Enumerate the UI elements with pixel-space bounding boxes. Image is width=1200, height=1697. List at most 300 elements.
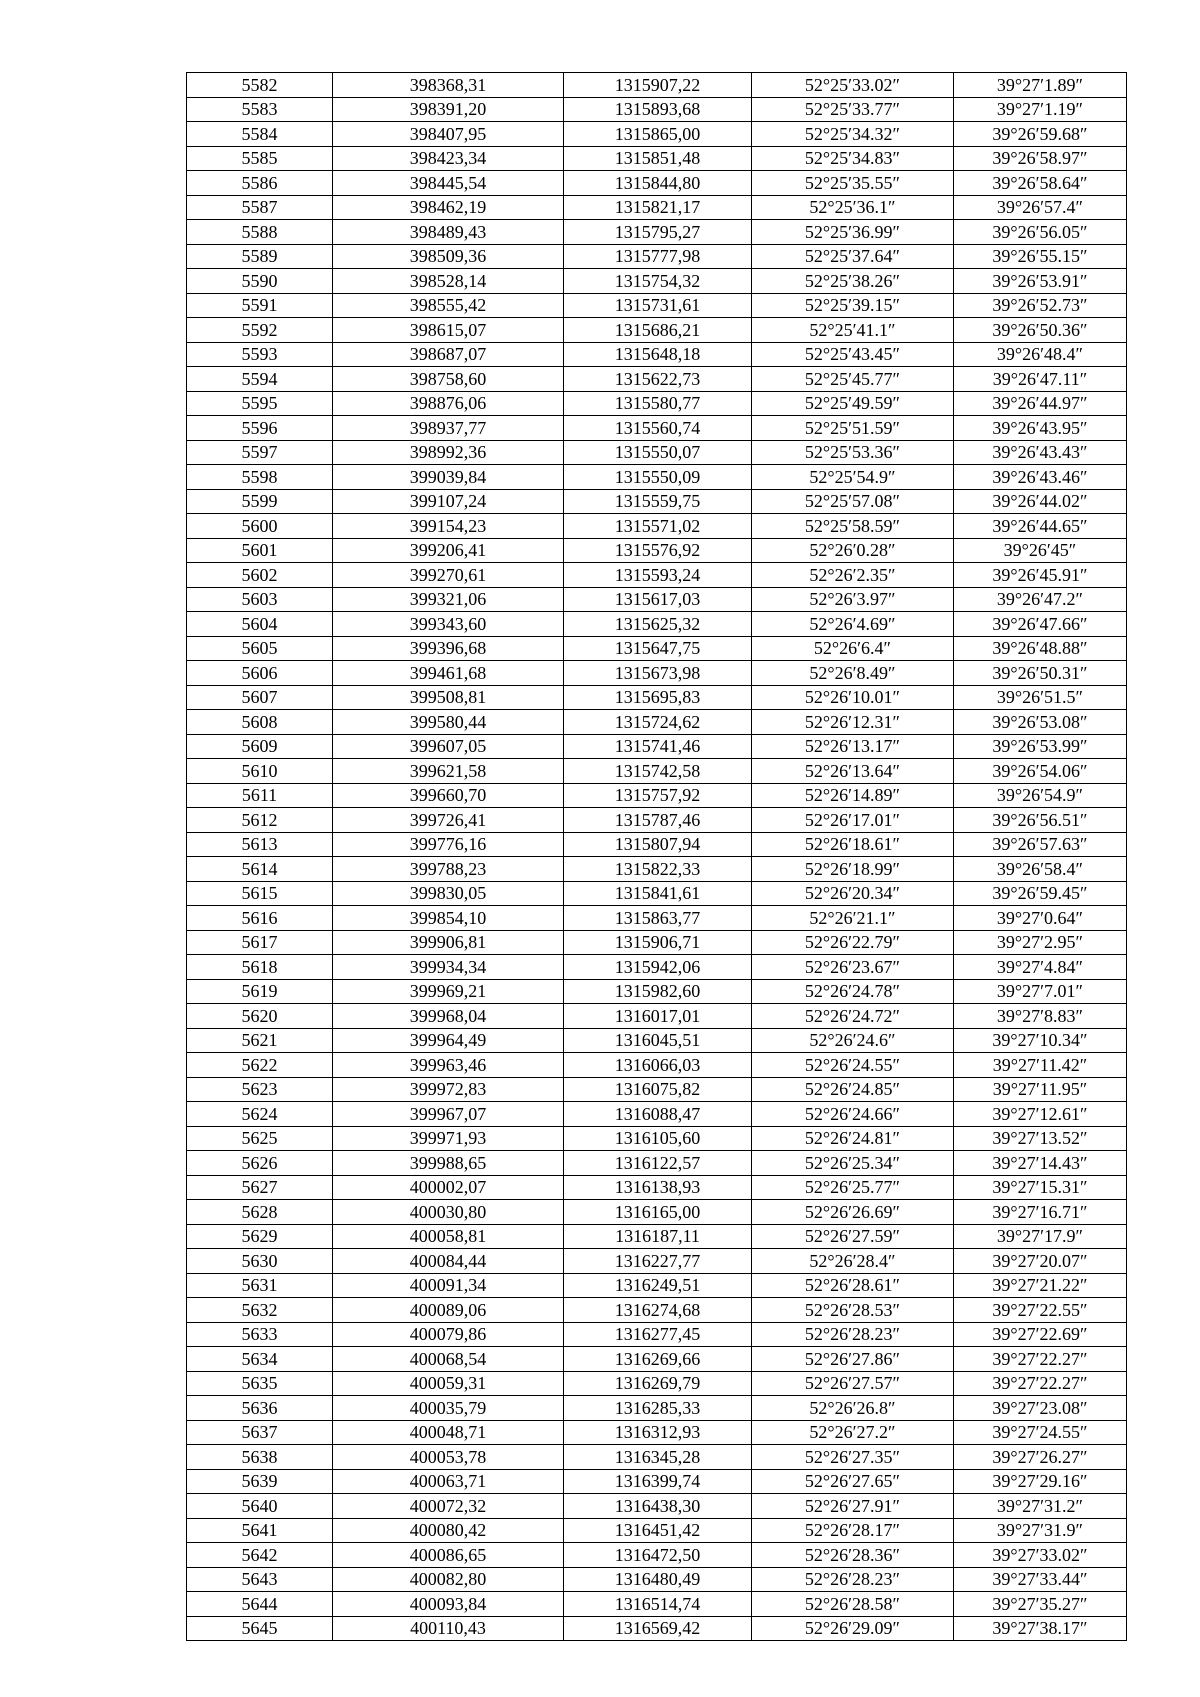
latitude-cell: 52°25′43.45″ (752, 342, 954, 367)
point-number-cell: 5631 (187, 1273, 333, 1298)
y-coordinate-cell: 1315841,61 (564, 881, 752, 906)
longitude-cell: 39°27′23.08″ (954, 1396, 1127, 1421)
latitude-cell: 52°26′27.2″ (752, 1420, 954, 1445)
longitude-cell: 39°26′45″ (954, 538, 1127, 563)
y-coordinate-cell: 1315863,77 (564, 906, 752, 931)
table-row (187, 808, 1127, 833)
y-coordinate-cell: 1316017,01 (564, 1004, 752, 1029)
latitude-cell: 52°25′33.77″ (752, 97, 954, 122)
latitude-cell: 52°26′10.01″ (752, 685, 954, 710)
y-coordinate-cell: 1316274,68 (564, 1298, 752, 1323)
x-coordinate-cell: 400091,34 (333, 1273, 564, 1298)
longitude-cell: 39°27′22.55″ (954, 1298, 1127, 1323)
longitude-cell: 39°26′54.9″ (954, 783, 1127, 808)
x-coordinate-cell: 399776,16 (333, 832, 564, 857)
point-number-cell: 5592 (187, 318, 333, 343)
y-coordinate-cell: 1315559,75 (564, 489, 752, 514)
point-number-cell: 5643 (187, 1567, 333, 1592)
point-number-cell: 5636 (187, 1396, 333, 1421)
latitude-cell: 52°26′17.01″ (752, 808, 954, 833)
longitude-cell: 39°27′24.55″ (954, 1420, 1127, 1445)
y-coordinate-cell: 1316105,60 (564, 1126, 752, 1151)
longitude-cell: 39°27′33.02″ (954, 1543, 1127, 1568)
y-coordinate-cell: 1315571,02 (564, 514, 752, 539)
latitude-cell: 52°26′4.69″ (752, 612, 954, 637)
point-number-cell: 5617 (187, 930, 333, 955)
longitude-cell: 39°26′58.97″ (954, 146, 1127, 171)
longitude-cell: 39°26′50.36″ (954, 318, 1127, 343)
x-coordinate-cell: 399967,07 (333, 1102, 564, 1127)
y-coordinate-cell: 1315550,07 (564, 440, 752, 465)
longitude-cell: 39°26′47.11″ (954, 367, 1127, 392)
x-coordinate-cell: 399969,21 (333, 979, 564, 1004)
latitude-cell: 52°26′28.58″ (752, 1592, 954, 1617)
table-row (187, 489, 1127, 514)
x-coordinate-cell: 398368,31 (333, 73, 564, 98)
longitude-cell: 39°27′12.61″ (954, 1102, 1127, 1127)
point-number-cell: 5627 (187, 1175, 333, 1200)
longitude-cell: 39°26′51.5″ (954, 685, 1127, 710)
longitude-cell: 39°27′1.19″ (954, 97, 1127, 122)
point-number-cell: 5638 (187, 1445, 333, 1470)
x-coordinate-cell: 399039,84 (333, 465, 564, 490)
table-row (187, 514, 1127, 539)
table-row (187, 1396, 1127, 1421)
x-coordinate-cell: 398407,95 (333, 122, 564, 147)
y-coordinate-cell: 1315576,92 (564, 538, 752, 563)
x-coordinate-cell: 399343,60 (333, 612, 564, 637)
latitude-cell: 52°26′24.81″ (752, 1126, 954, 1151)
y-coordinate-cell: 1316438,30 (564, 1494, 752, 1519)
y-coordinate-cell: 1315777,98 (564, 244, 752, 269)
y-coordinate-cell: 1316569,42 (564, 1616, 752, 1641)
x-coordinate-cell: 399968,04 (333, 1004, 564, 1029)
table-row (187, 563, 1127, 588)
latitude-cell: 52°25′36.1″ (752, 195, 954, 220)
y-coordinate-cell: 1315982,60 (564, 979, 752, 1004)
longitude-cell: 39°27′22.27″ (954, 1347, 1127, 1372)
longitude-cell: 39°27′29.16″ (954, 1469, 1127, 1494)
point-number-cell: 5629 (187, 1224, 333, 1249)
longitude-cell: 39°27′10.34″ (954, 1028, 1127, 1053)
table-row (187, 783, 1127, 808)
table-row (187, 1028, 1127, 1053)
x-coordinate-cell: 399508,81 (333, 685, 564, 710)
longitude-cell: 39°26′43.95″ (954, 416, 1127, 441)
point-number-cell: 5593 (187, 342, 333, 367)
point-number-cell: 5619 (187, 979, 333, 1004)
latitude-cell: 52°25′36.99″ (752, 220, 954, 245)
point-number-cell: 5624 (187, 1102, 333, 1127)
x-coordinate-cell: 398423,34 (333, 146, 564, 171)
latitude-cell: 52°26′27.86″ (752, 1347, 954, 1372)
table-row (187, 318, 1127, 343)
longitude-cell: 39°27′20.07″ (954, 1249, 1127, 1274)
table-row (187, 97, 1127, 122)
x-coordinate-cell: 400093,84 (333, 1592, 564, 1617)
x-coordinate-cell: 399580,44 (333, 710, 564, 735)
latitude-cell: 52°26′27.57″ (752, 1371, 954, 1396)
y-coordinate-cell: 1315560,74 (564, 416, 752, 441)
y-coordinate-cell: 1316165,00 (564, 1200, 752, 1225)
table-row (187, 1347, 1127, 1372)
table-row (187, 220, 1127, 245)
longitude-cell: 39°26′59.68″ (954, 122, 1127, 147)
x-coordinate-cell: 398555,42 (333, 293, 564, 318)
x-coordinate-cell: 400068,54 (333, 1347, 564, 1372)
point-number-cell: 5602 (187, 563, 333, 588)
x-coordinate-cell: 400089,06 (333, 1298, 564, 1323)
point-number-cell: 5590 (187, 269, 333, 294)
latitude-cell: 52°26′21.1″ (752, 906, 954, 931)
x-coordinate-cell: 400072,32 (333, 1494, 564, 1519)
x-coordinate-cell: 399971,93 (333, 1126, 564, 1151)
x-coordinate-cell: 400002,07 (333, 1175, 564, 1200)
x-coordinate-cell: 399270,61 (333, 563, 564, 588)
point-number-cell: 5641 (187, 1518, 333, 1543)
point-number-cell: 5607 (187, 685, 333, 710)
longitude-cell: 39°27′16.71″ (954, 1200, 1127, 1225)
point-number-cell: 5609 (187, 734, 333, 759)
point-number-cell: 5628 (187, 1200, 333, 1225)
longitude-cell: 39°26′54.06″ (954, 759, 1127, 784)
latitude-cell: 52°25′57.08″ (752, 489, 954, 514)
x-coordinate-cell: 399830,05 (333, 881, 564, 906)
latitude-cell: 52°26′24.78″ (752, 979, 954, 1004)
y-coordinate-cell: 1316269,66 (564, 1347, 752, 1372)
point-number-cell: 5587 (187, 195, 333, 220)
latitude-cell: 52°26′29.09″ (752, 1616, 954, 1641)
longitude-cell: 39°26′43.46″ (954, 465, 1127, 490)
table-row (187, 1224, 1127, 1249)
y-coordinate-cell: 1316312,93 (564, 1420, 752, 1445)
latitude-cell: 52°25′34.83″ (752, 146, 954, 171)
x-coordinate-cell: 398489,43 (333, 220, 564, 245)
latitude-cell: 52°26′8.49″ (752, 661, 954, 686)
x-coordinate-cell: 399321,06 (333, 587, 564, 612)
table-row (187, 1445, 1127, 1470)
table-row (187, 416, 1127, 441)
point-number-cell: 5596 (187, 416, 333, 441)
x-coordinate-cell: 398937,77 (333, 416, 564, 441)
y-coordinate-cell: 1315754,32 (564, 269, 752, 294)
longitude-cell: 39°27′14.43″ (954, 1151, 1127, 1176)
x-coordinate-cell: 398615,07 (333, 318, 564, 343)
longitude-cell: 39°26′56.51″ (954, 808, 1127, 833)
table-row (187, 759, 1127, 784)
latitude-cell: 52°26′27.35″ (752, 1445, 954, 1470)
x-coordinate-cell: 400086,65 (333, 1543, 564, 1568)
latitude-cell: 52°26′26.69″ (752, 1200, 954, 1225)
table-row (187, 342, 1127, 367)
point-number-cell: 5644 (187, 1592, 333, 1617)
y-coordinate-cell: 1315741,46 (564, 734, 752, 759)
y-coordinate-cell: 1316451,42 (564, 1518, 752, 1543)
latitude-cell: 52°25′58.59″ (752, 514, 954, 539)
point-number-cell: 5614 (187, 857, 333, 882)
table-row (187, 538, 1127, 563)
y-coordinate-cell: 1316399,74 (564, 1469, 752, 1494)
x-coordinate-cell: 399660,70 (333, 783, 564, 808)
x-coordinate-cell: 399972,83 (333, 1077, 564, 1102)
table-row (187, 636, 1127, 661)
table-row (187, 955, 1127, 980)
y-coordinate-cell: 1316285,33 (564, 1396, 752, 1421)
x-coordinate-cell: 400058,81 (333, 1224, 564, 1249)
table-row (187, 1053, 1127, 1078)
table-row (187, 930, 1127, 955)
longitude-cell: 39°26′59.45″ (954, 881, 1127, 906)
y-coordinate-cell: 1315787,46 (564, 808, 752, 833)
y-coordinate-cell: 1315731,61 (564, 293, 752, 318)
latitude-cell: 52°26′22.79″ (752, 930, 954, 955)
point-number-cell: 5633 (187, 1322, 333, 1347)
longitude-cell: 39°27′7.01″ (954, 979, 1127, 1004)
x-coordinate-cell: 398509,36 (333, 244, 564, 269)
point-number-cell: 5616 (187, 906, 333, 931)
x-coordinate-cell: 400053,78 (333, 1445, 564, 1470)
table-row (187, 587, 1127, 612)
longitude-cell: 39°27′35.27″ (954, 1592, 1127, 1617)
table-row (187, 269, 1127, 294)
y-coordinate-cell: 1315822,33 (564, 857, 752, 882)
latitude-cell: 52°25′45.77″ (752, 367, 954, 392)
longitude-cell: 39°27′11.95″ (954, 1077, 1127, 1102)
latitude-cell: 52°26′24.66″ (752, 1102, 954, 1127)
longitude-cell: 39°26′55.15″ (954, 244, 1127, 269)
y-coordinate-cell: 1316514,74 (564, 1592, 752, 1617)
longitude-cell: 39°26′50.31″ (954, 661, 1127, 686)
table-row (187, 1543, 1127, 1568)
point-number-cell: 5621 (187, 1028, 333, 1053)
longitude-cell: 39°27′15.31″ (954, 1175, 1127, 1200)
longitude-cell: 39°26′58.64″ (954, 171, 1127, 196)
longitude-cell: 39°27′22.27″ (954, 1371, 1127, 1396)
table-row (187, 1175, 1127, 1200)
longitude-cell: 39°26′45.91″ (954, 563, 1127, 588)
point-number-cell: 5637 (187, 1420, 333, 1445)
coordinates-table (186, 72, 1127, 1641)
y-coordinate-cell: 1315580,77 (564, 391, 752, 416)
latitude-cell: 52°26′28.23″ (752, 1567, 954, 1592)
table-row (187, 465, 1127, 490)
x-coordinate-cell: 400084,44 (333, 1249, 564, 1274)
x-coordinate-cell: 399461,68 (333, 661, 564, 686)
x-coordinate-cell: 398445,54 (333, 171, 564, 196)
x-coordinate-cell: 398391,20 (333, 97, 564, 122)
table-row (187, 1200, 1127, 1225)
y-coordinate-cell: 1315648,18 (564, 342, 752, 367)
table-row (187, 122, 1127, 147)
y-coordinate-cell: 1315724,62 (564, 710, 752, 735)
longitude-cell: 39°27′33.44″ (954, 1567, 1127, 1592)
table-row (187, 1592, 1127, 1617)
point-number-cell: 5608 (187, 710, 333, 735)
latitude-cell: 52°26′28.23″ (752, 1322, 954, 1347)
point-number-cell: 5584 (187, 122, 333, 147)
x-coordinate-cell: 399396,68 (333, 636, 564, 661)
x-coordinate-cell: 399988,65 (333, 1151, 564, 1176)
longitude-cell: 39°27′1.89″ (954, 73, 1127, 98)
latitude-cell: 52°26′28.4″ (752, 1249, 954, 1274)
point-number-cell: 5591 (187, 293, 333, 318)
longitude-cell: 39°27′4.84″ (954, 955, 1127, 980)
point-number-cell: 5632 (187, 1298, 333, 1323)
table-row (187, 1469, 1127, 1494)
table-row (187, 1518, 1127, 1543)
y-coordinate-cell: 1315593,24 (564, 563, 752, 588)
longitude-cell: 39°26′48.88″ (954, 636, 1127, 661)
y-coordinate-cell: 1316075,82 (564, 1077, 752, 1102)
x-coordinate-cell: 399963,46 (333, 1053, 564, 1078)
x-coordinate-cell: 399621,58 (333, 759, 564, 784)
table-row (187, 1322, 1127, 1347)
latitude-cell: 52°25′53.36″ (752, 440, 954, 465)
x-coordinate-cell: 400030,80 (333, 1200, 564, 1225)
y-coordinate-cell: 1315617,03 (564, 587, 752, 612)
point-number-cell: 5642 (187, 1543, 333, 1568)
x-coordinate-cell: 400063,71 (333, 1469, 564, 1494)
y-coordinate-cell: 1316480,49 (564, 1567, 752, 1592)
longitude-cell: 39°27′13.52″ (954, 1126, 1127, 1151)
latitude-cell: 52°26′28.17″ (752, 1518, 954, 1543)
point-number-cell: 5612 (187, 808, 333, 833)
y-coordinate-cell: 1315695,83 (564, 685, 752, 710)
y-coordinate-cell: 1315795,27 (564, 220, 752, 245)
y-coordinate-cell: 1315893,68 (564, 97, 752, 122)
longitude-cell: 39°27′38.17″ (954, 1616, 1127, 1641)
latitude-cell: 52°25′37.64″ (752, 244, 954, 269)
y-coordinate-cell: 1315906,71 (564, 930, 752, 955)
x-coordinate-cell: 400048,71 (333, 1420, 564, 1445)
y-coordinate-cell: 1315757,92 (564, 783, 752, 808)
longitude-cell: 39°27′0.64″ (954, 906, 1127, 931)
table-row (187, 857, 1127, 882)
y-coordinate-cell: 1316277,45 (564, 1322, 752, 1347)
longitude-cell: 39°27′31.2″ (954, 1494, 1127, 1519)
longitude-cell: 39°26′48.4″ (954, 342, 1127, 367)
y-coordinate-cell: 1316122,57 (564, 1151, 752, 1176)
x-coordinate-cell: 400082,80 (333, 1567, 564, 1592)
table-row (187, 367, 1127, 392)
latitude-cell: 52°26′13.64″ (752, 759, 954, 784)
table-row (187, 1077, 1127, 1102)
point-number-cell: 5594 (187, 367, 333, 392)
table-row (187, 685, 1127, 710)
x-coordinate-cell: 398758,60 (333, 367, 564, 392)
point-number-cell: 5598 (187, 465, 333, 490)
point-number-cell: 5634 (187, 1347, 333, 1372)
table-row (187, 661, 1127, 686)
longitude-cell: 39°26′53.91″ (954, 269, 1127, 294)
point-number-cell: 5630 (187, 1249, 333, 1274)
table-row (187, 710, 1127, 735)
point-number-cell: 5615 (187, 881, 333, 906)
latitude-cell: 52°25′51.59″ (752, 416, 954, 441)
x-coordinate-cell: 399788,23 (333, 857, 564, 882)
table-row (187, 1420, 1127, 1445)
point-number-cell: 5623 (187, 1077, 333, 1102)
x-coordinate-cell: 399964,49 (333, 1028, 564, 1053)
latitude-cell: 52°26′20.34″ (752, 881, 954, 906)
table-row (187, 1102, 1127, 1127)
latitude-cell: 52°26′25.34″ (752, 1151, 954, 1176)
y-coordinate-cell: 1316269,79 (564, 1371, 752, 1396)
longitude-cell: 39°26′58.4″ (954, 857, 1127, 882)
latitude-cell: 52°25′39.15″ (752, 293, 954, 318)
table-row (187, 1298, 1127, 1323)
latitude-cell: 52°26′24.85″ (752, 1077, 954, 1102)
table-row (187, 440, 1127, 465)
table-row (187, 1494, 1127, 1519)
longitude-cell: 39°27′26.27″ (954, 1445, 1127, 1470)
point-number-cell: 5611 (187, 783, 333, 808)
point-number-cell: 5620 (187, 1004, 333, 1029)
longitude-cell: 39°27′8.83″ (954, 1004, 1127, 1029)
point-number-cell: 5610 (187, 759, 333, 784)
point-number-cell: 5626 (187, 1151, 333, 1176)
latitude-cell: 52°26′0.28″ (752, 538, 954, 563)
latitude-cell: 52°26′3.97″ (752, 587, 954, 612)
y-coordinate-cell: 1315821,17 (564, 195, 752, 220)
point-number-cell: 5582 (187, 73, 333, 98)
longitude-cell: 39°26′53.99″ (954, 734, 1127, 759)
point-number-cell: 5603 (187, 587, 333, 612)
y-coordinate-cell: 1315807,94 (564, 832, 752, 857)
y-coordinate-cell: 1315942,06 (564, 955, 752, 980)
x-coordinate-cell: 399854,10 (333, 906, 564, 931)
table-row (187, 1126, 1127, 1151)
table-row (187, 146, 1127, 171)
table-row (187, 1249, 1127, 1274)
y-coordinate-cell: 1315865,00 (564, 122, 752, 147)
y-coordinate-cell: 1316227,77 (564, 1249, 752, 1274)
longitude-cell: 39°26′52.73″ (954, 293, 1127, 318)
point-number-cell: 5639 (187, 1469, 333, 1494)
x-coordinate-cell: 398462,19 (333, 195, 564, 220)
point-number-cell: 5613 (187, 832, 333, 857)
longitude-cell: 39°27′17.9″ (954, 1224, 1127, 1249)
y-coordinate-cell: 1316345,28 (564, 1445, 752, 1470)
table-row (187, 612, 1127, 637)
x-coordinate-cell: 399934,34 (333, 955, 564, 980)
y-coordinate-cell: 1316249,51 (564, 1273, 752, 1298)
point-number-cell: 5625 (187, 1126, 333, 1151)
x-coordinate-cell: 400059,31 (333, 1371, 564, 1396)
latitude-cell: 52°26′27.59″ (752, 1224, 954, 1249)
y-coordinate-cell: 1316187,11 (564, 1224, 752, 1249)
point-number-cell: 5622 (187, 1053, 333, 1078)
latitude-cell: 52°26′24.55″ (752, 1053, 954, 1078)
latitude-cell: 52°26′6.4″ (752, 636, 954, 661)
point-number-cell: 5618 (187, 955, 333, 980)
latitude-cell: 52°26′14.89″ (752, 783, 954, 808)
y-coordinate-cell: 1316472,50 (564, 1543, 752, 1568)
latitude-cell: 52°25′33.02″ (752, 73, 954, 98)
longitude-cell: 39°26′43.43″ (954, 440, 1127, 465)
latitude-cell: 52°26′2.35″ (752, 563, 954, 588)
x-coordinate-cell: 400035,79 (333, 1396, 564, 1421)
latitude-cell: 52°26′26.8″ (752, 1396, 954, 1421)
longitude-cell: 39°26′47.2″ (954, 587, 1127, 612)
table-row (187, 1567, 1127, 1592)
y-coordinate-cell: 1316088,47 (564, 1102, 752, 1127)
x-coordinate-cell: 398528,14 (333, 269, 564, 294)
point-number-cell: 5595 (187, 391, 333, 416)
latitude-cell: 52°26′18.61″ (752, 832, 954, 857)
latitude-cell: 52°25′49.59″ (752, 391, 954, 416)
table-row (187, 171, 1127, 196)
